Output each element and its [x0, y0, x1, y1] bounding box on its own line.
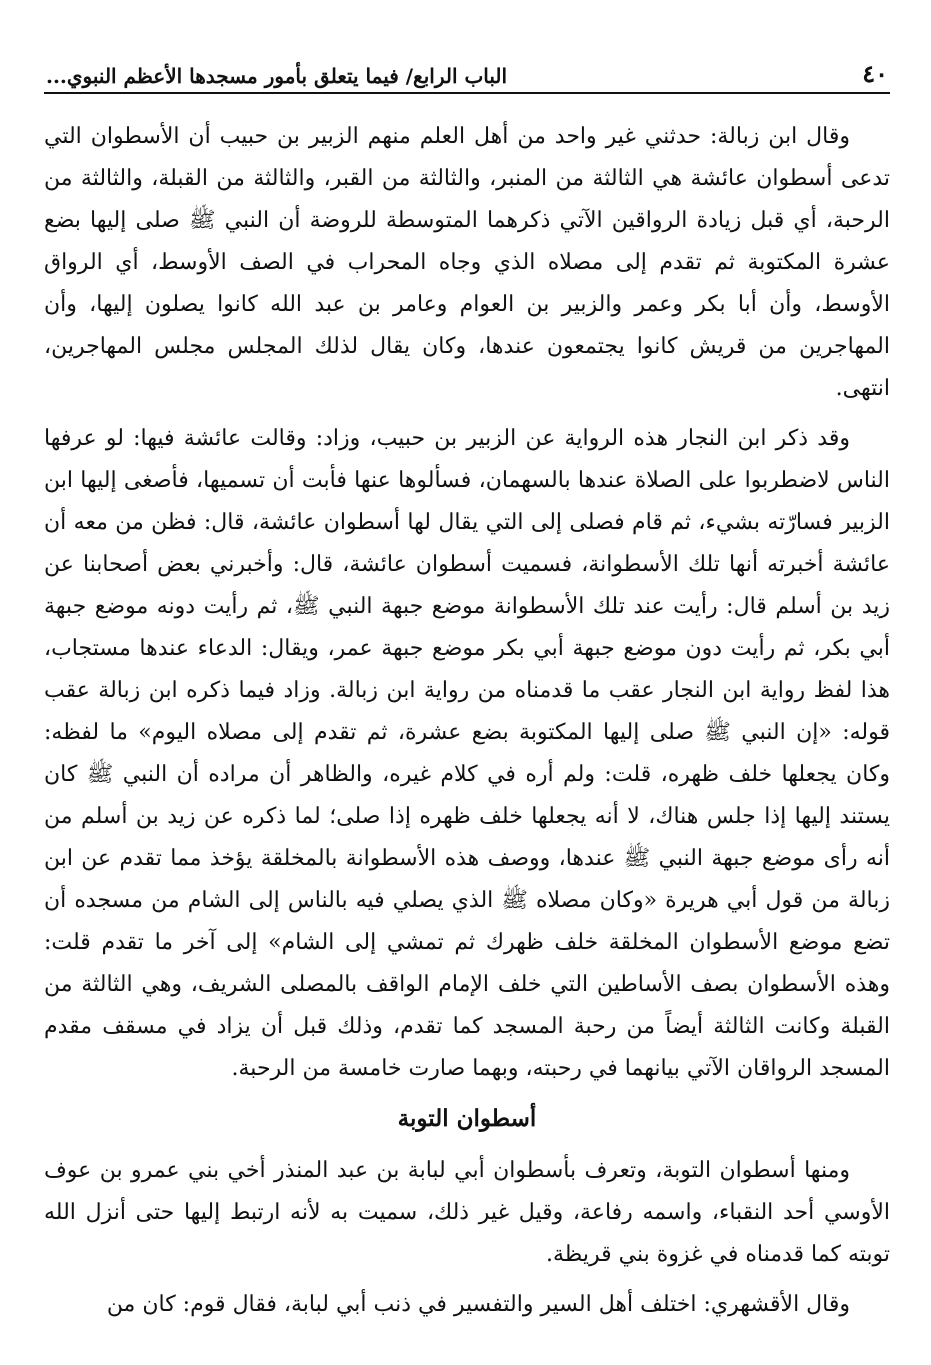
book-page	[44, 52, 890, 1334]
page-body	[44, 116, 890, 1326]
paragraph-ibn-zabala: وقال ابن زبالة: حدثني غير واحد من أهل العلم منهم الزبير بن حبيب أن الأسطوان التي تدعى أسطوان عائشة هي الثالثة من المنبر، والثالثة من القبر، والثالثة من القبلة، والثالثة من الرحبة، أي قبل زيادة الرواقين الآتي ذكرهما المتوسطة للروضة أن النبي ﷺ صلى إليها بضع عشرة المكتوبة ثم تقدم إلى مصلاه الذي وجاه المحراب في الصف الأوسط، أي الرواق الأوسط، وأن أبا بكر وعمر والزبير بن العوام وعامر بن عبد الله كانوا يصلون إليها، وأن المهاجرين من قريش كانوا يجتمعون عندها، وكان يقال لذلك المجلس مجلس المهاجرين، انتهى.	[44, 124, 890, 401]
page-number: ٤٠	[862, 59, 888, 88]
paragraph-tawba-pillar: ومنها أسطوان التوبة، وتعرف بأسطوان أبي لبابة بن عبد المنذر أخي بني عمرو بن عوف الأوسي أحد النقباء، واسمه رفاعة، وقيل غير ذلك، سميت به لأنه ارتبط إليها حتى أنزل الله توبته كما قدمناه في غزوة بني قريظة.	[44, 1158, 890, 1267]
running-header	[44, 52, 890, 94]
section-heading: أسطوان التوبة	[397, 1105, 537, 1132]
chapter-title: الباب الرابع/ فيما يتعلق بأمور مسجدها الأعظم النبوي...	[46, 64, 508, 88]
paragraph-ibn-najjar: وقد ذكر ابن النجار هذه الرواية عن الزبير بن حبيب، وزاد: وقالت عائشة فيها: لو عرفها الناس لاضطربوا على الصلاة عندها بالسهمان، فسألوها عنها فأبت أن تسميها، فأصغى إليها ابن الزبير فسارّته بشيء، ثم قام فصلى إلى التي يقال لها أسطوان عائشة، قال: فظن من معه أن عائشة أخبرته أنها تلك الأسطوانة، فسميت أسطوان عائشة، قال: وأخبرني بعض أصحابنا عن زيد بن أسلم قال: رأيت عند تلك الأسطوانة موضع جبهة النبي ﷺ، ثم رأيت دونه موضع جبهة أبي بكر، ثم رأيت دون موضع جبهة أبي بكر موضع جبهة عمر، ويقال: الدعاء عندها مستجاب، هذا لفظ رواية ابن النجار عقب ما قدمناه من رواية ابن زبالة. وزاد فيما ذكره ابن زبالة عقب قوله: «إن النبي ﷺ صلى إليها المكتوبة بضع عشرة، ثم تقدم إلى مصلاه اليوم» ما لفظه: وكان يجعلها خلف ظهره، قلت: ولم أره في كلام غيره، والظاهر أن مراده أن النبي ﷺ كان يستند إليها إذا جلس هناك، لا أنه يجعلها خلف ظهره إذا صلى؛ لما ذكره عن زيد بن أسلم من أنه رأى موضع جبهة النبي ﷺ عندها، ووصف هذه الأسطوانة بالمخلقة يؤخذ مما تقدم عن ابن زبالة من قول أبي هريرة «وكان مصلاه ﷺ الذي يصلي فيه بالناس إلى الشام من مسجده أن تضع موضع الأسطوان المخلقة خلف ظهرك ثم تمشي إلى الشام» إلى آخر ما تقدم قلت: وهذه الأسطوان بصف الأساطين التي خلف الإمام الواقف بالمصلى الشريف، وهي الثالثة من القبلة وكانت الثالثة أيضاً من رحبة المسجد كما تقدم، وذلك قبل أن يزاد في مسقف مقدم المسجد الرواقان الآتي بيانهما في رحبته، وبهما صارت خامسة من الرحبة.	[44, 426, 890, 1081]
paragraph-aqshahri: وقال الأقشهري: اختلف أهل السير والتفسير في ذنب أبي لبابة، فقال قوم: كان من	[106, 1292, 850, 1317]
